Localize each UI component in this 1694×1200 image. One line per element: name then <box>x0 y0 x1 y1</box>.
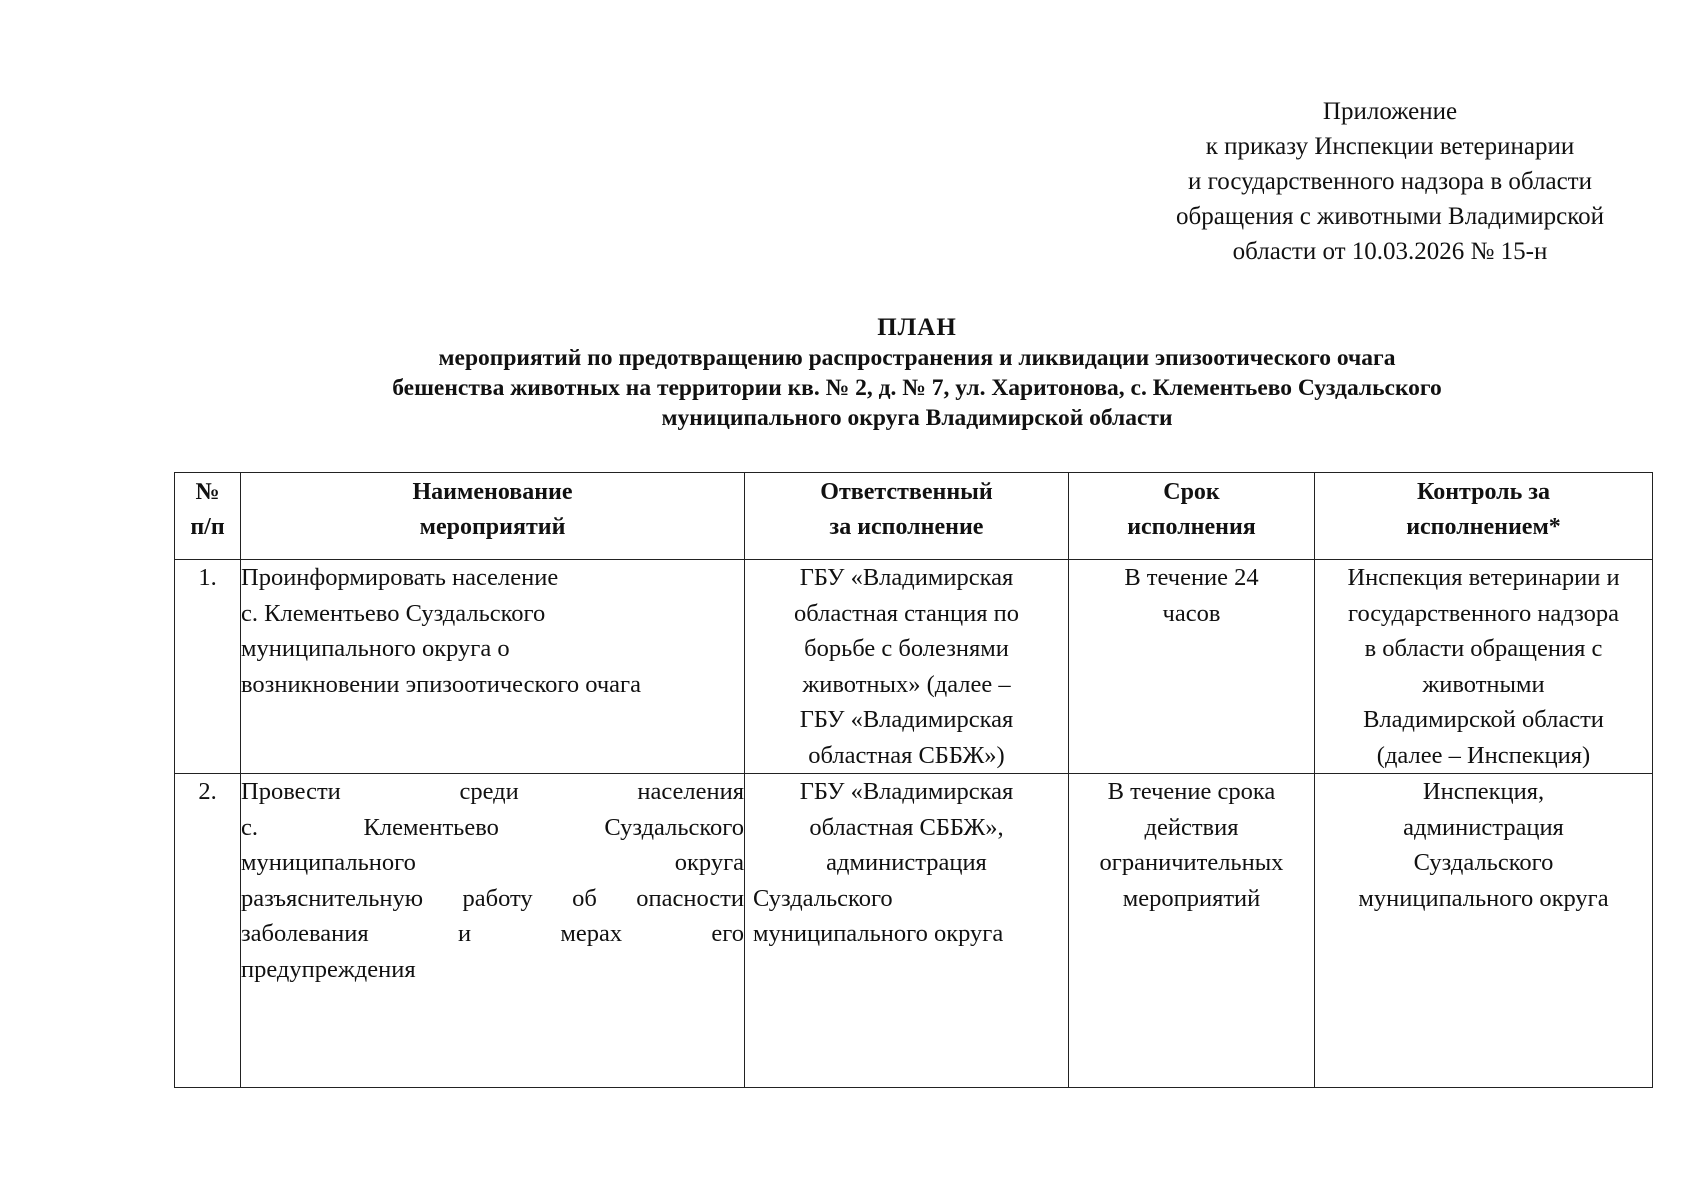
measure-name <box>241 774 745 1088</box>
deadline-line: ограничительных <box>1099 849 1284 876</box>
measure-name-line: заболевания и мерах его <box>241 920 744 947</box>
header-deadline <box>1069 473 1315 560</box>
measure-name-line: муниципального округа о <box>241 635 510 662</box>
header-responsible-line: за исполнение <box>829 514 984 540</box>
measure-name-line: Провести среди населения <box>241 778 744 805</box>
control-line: Инспекция ветеринарии и <box>1347 564 1620 591</box>
plan-subtitle <box>180 343 1654 433</box>
appendix-line: Приложение <box>1322 98 1458 125</box>
control-line: Инспекция, <box>1422 778 1545 805</box>
control-line: администрация <box>1403 813 1564 841</box>
header-deadline-line: исполнения <box>1127 514 1256 540</box>
responsible-line: борьбе с болезнями <box>804 635 1009 662</box>
header-control-line: Контроль за <box>1417 479 1550 505</box>
deadline-line: мероприятий <box>1122 884 1261 912</box>
header-responsible-line: Ответственный <box>820 479 993 505</box>
deadline-line: часов <box>1162 599 1221 627</box>
responsible-line: Суздальского <box>753 884 893 912</box>
deadline <box>1069 560 1315 774</box>
deadline-line: В течение срока <box>1107 778 1276 805</box>
plan-heading: ПЛАН <box>877 314 957 341</box>
header-name-line: мероприятий <box>419 514 566 540</box>
deadline-line: В течение 24 <box>1124 564 1259 591</box>
measure-name-line: Проинформировать население <box>241 564 559 591</box>
row-number: 1. <box>175 560 241 774</box>
control-line: животными <box>1422 670 1545 698</box>
responsible-line: областная СББЖ») <box>808 741 1005 769</box>
responsible-line: муниципального округа <box>753 920 1004 947</box>
measure-name <box>241 560 745 774</box>
control-line: в области обращения с <box>1364 635 1603 662</box>
measure-name-line: муниципального округа <box>241 849 744 876</box>
responsible-line: областная СББЖ», <box>809 813 1004 841</box>
measures-table <box>174 472 1653 1088</box>
header-deadline-line: Срок <box>1163 479 1220 505</box>
appendix-line: к приказу Инспекции ветеринарии <box>1205 133 1575 160</box>
plan-subtitle-line: бешенства животных на территории кв. № 2, д. № 7, ул. Харитонова, с. Клементьево Суздальского <box>392 375 1442 401</box>
appendix-line: и государственного надзора в области <box>1187 168 1592 195</box>
responsible-line: администрация <box>826 849 987 876</box>
header-name <box>241 473 745 560</box>
header-num-line: № <box>195 479 220 505</box>
measure-name-line: с. Клементьево Суздальского <box>241 813 744 841</box>
control-line: Суздальского <box>1413 849 1554 876</box>
header-responsible <box>745 473 1069 560</box>
responsible-party <box>745 774 1069 1088</box>
control-party <box>1315 774 1653 1088</box>
header-control-line: исполнением* <box>1406 514 1561 540</box>
measure-name-line: с. Клементьево Суздальского <box>241 599 546 627</box>
row-number: 2. <box>175 774 241 1088</box>
control-line: Владимирской области <box>1363 706 1604 733</box>
measure-name-line: возникновении эпизоотического очага <box>241 670 641 698</box>
table-header-row <box>175 473 1653 560</box>
control-line: муниципального округа <box>1358 884 1609 912</box>
header-num-line: п/п <box>190 514 225 540</box>
header-control <box>1315 473 1653 560</box>
responsible-line: ГБУ «Владимирская <box>799 564 1014 591</box>
plan-title-block <box>180 313 1654 433</box>
measure-name-line: разъяснительную работу об опасности <box>241 884 744 912</box>
table-row <box>175 560 1653 774</box>
responsible-line: ГБУ «Владимирская <box>799 778 1014 805</box>
plan-subtitle-line: мероприятий по предотвращению распространения и ликвидации эпизоотического очага <box>438 345 1396 371</box>
header-name-line: Наименование <box>412 479 573 505</box>
responsible-line: ГБУ «Владимирская <box>799 706 1014 733</box>
deadline-line: действия <box>1144 813 1239 841</box>
responsible-line: областная станция по <box>793 599 1019 627</box>
measure-name-line: предупреждения <box>241 955 416 983</box>
control-party <box>1315 560 1653 774</box>
deadline <box>1069 774 1315 1088</box>
control-line: государственного надзора <box>1348 599 1619 627</box>
control-line: (далее – Инспекция) <box>1376 741 1591 769</box>
appendix-line: обращения с животными Владимирской <box>1176 203 1604 230</box>
appendix-line: области от 10.03.2026 № 15-н <box>1232 238 1548 265</box>
table-row <box>175 774 1653 1088</box>
appendix-block <box>1140 94 1640 269</box>
header-num <box>175 473 241 560</box>
responsible-line: животных» (далее – <box>802 670 1011 698</box>
responsible-party <box>745 560 1069 774</box>
plan-subtitle-line: муниципального округа Владимирской области <box>661 405 1173 431</box>
